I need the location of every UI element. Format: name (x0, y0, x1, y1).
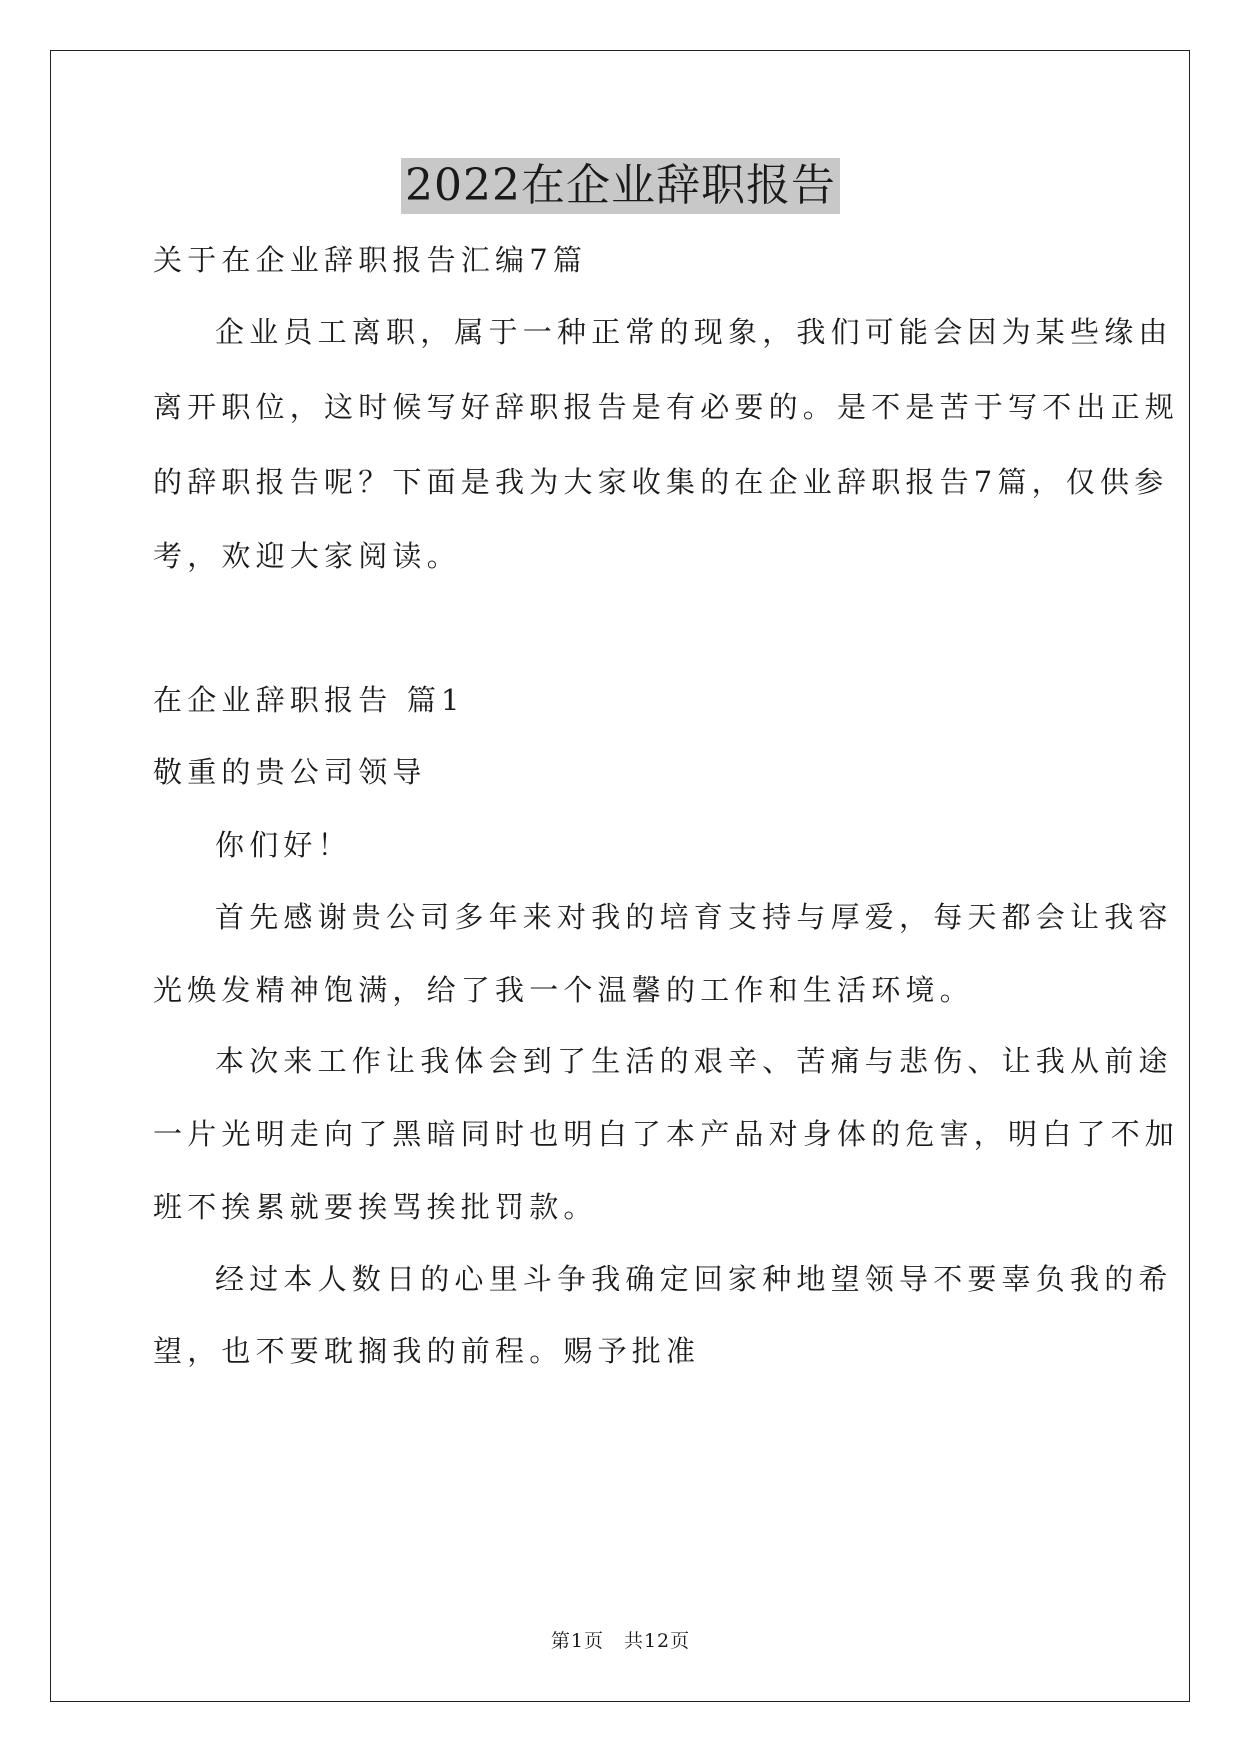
intro-paragraph-line: 离开职位，这时候写好辞职报告是有必要的。是不是苦于写不出正规 (153, 390, 1180, 424)
intro-paragraph-line: 考，欢迎大家阅读。 (153, 539, 461, 573)
intro-paragraph-line: 企业员工离职，属于一种正常的现象，我们可能会因为某些缘由 (215, 315, 1173, 349)
salutation: 敬重的贵公司领导 (153, 755, 427, 789)
total-pages: 共12页 (623, 1630, 691, 1652)
title-container (0, 158, 1241, 214)
body-paragraph-line: 望，也不要耽搁我的前程。赐予批准 (153, 1334, 701, 1368)
greeting: 你们好！ (215, 828, 352, 862)
body-paragraph-line: 本次来工作让我体会到了生活的艰辛、苦痛与悲伤、让我从前途 (215, 1044, 1173, 1078)
subtitle-line: 关于在企业辞职报告汇编7篇 (153, 243, 588, 277)
page-footer (0, 1626, 1241, 1653)
body-paragraph-line: 经过本人数日的心里斗争我确定回家种地望领导不要辜负我的希 (215, 1262, 1173, 1296)
body-paragraph-line: 一片光明走向了黑暗同时也明白了本产品对身体的危害，明白了不加 (153, 1117, 1180, 1151)
intro-paragraph-line: 的辞职报告呢？下面是我为大家收集的在企业辞职报告7篇，仅供参 (153, 465, 1169, 499)
body-paragraph-line: 班不挨累就要挨骂挨批罚款。 (153, 1190, 598, 1224)
body-paragraph-line: 首先感谢贵公司多年来对我的培育支持与厚爱，每天都会让我容 (215, 900, 1173, 934)
section-heading: 在企业辞职报告 篇1 (153, 683, 465, 717)
page-border (50, 50, 1190, 1702)
document-title: 2022在企业辞职报告 (401, 158, 840, 214)
page-number: 第1页 (550, 1630, 604, 1652)
body-paragraph-line: 光焕发精神饱满，给了我一个温馨的工作和生活环境。 (153, 973, 974, 1007)
